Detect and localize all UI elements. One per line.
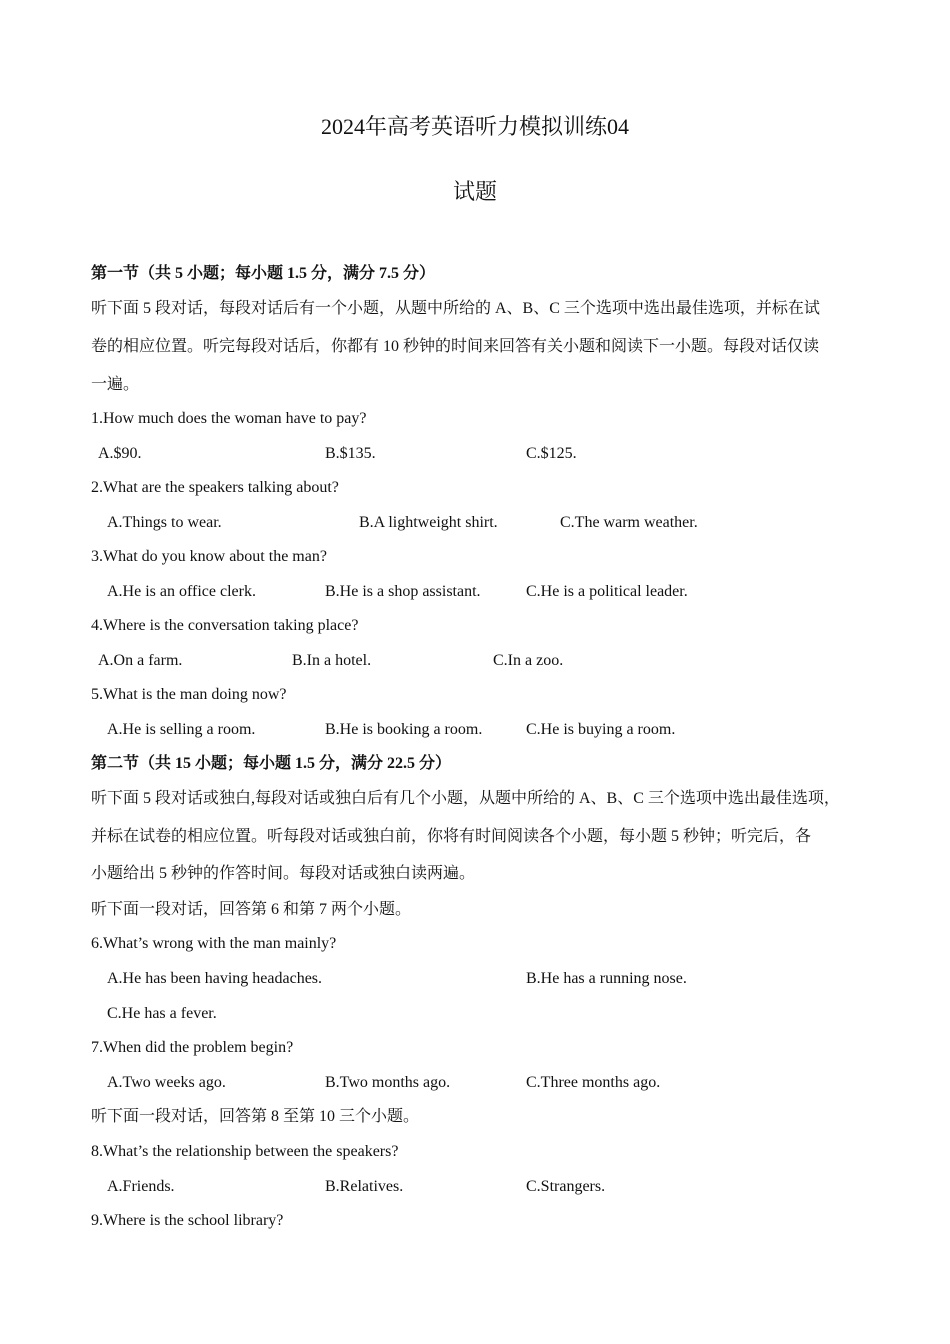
question-9: 9.Where is the school library? (91, 1212, 284, 1229)
q4-option-c: C.In a zoo. (493, 652, 564, 669)
question-5: 5.What is the man doing now? (91, 686, 287, 703)
q7-option-b: B.Two months ago. (325, 1074, 451, 1091)
section1-instruction-line: 卷的相应位置。听完每段对话后，你都有 10 秒钟的时间来回答有关小题和阅读下一小题。每段对话仅读 (91, 338, 820, 355)
question-1: 1.How much does the woman have to pay? (91, 410, 367, 427)
q4-option-b: B.In a hotel. (292, 652, 372, 669)
q3-option-b: B.He is a shop assistant. (325, 583, 481, 600)
document-subtitle: 试题 (452, 179, 497, 204)
section2-instruction-line: 听下面 5 段对话或独白,每段对话或独白后有几个小题，从题中所给的 A、B、C 三个选项中选出最佳选项， (91, 790, 840, 807)
q2-option-a: A.Things to wear. (107, 514, 222, 531)
q6-option-c: C.He has a fever. (107, 1005, 217, 1022)
section2-instruction-line: 小题给出 5 秒钟的作答时间。每段对话或独白读两遍。 (91, 865, 476, 882)
question-7: 7.When did the problem begin? (91, 1039, 294, 1056)
q2-option-c: C.The warm weather. (560, 514, 698, 531)
q1-option-a: A.$90. (98, 445, 142, 462)
q3-option-c: C.He is a political leader. (526, 583, 688, 600)
section2-instruction-line: 并标在试卷的相应位置。听每段对话或独白前，你将有时间阅读各个小题，每小题 5 秒钟；听完后，各 (91, 828, 812, 845)
question-8: 8.What’s the relationship between the speakers? (91, 1143, 399, 1160)
section1-instruction-line: 听下面 5 段对话，每段对话后有一个小题，从题中所给的 A、B、C 三个选项中选出最佳选项，并标在试 (91, 300, 820, 317)
q4-option-a: A.On a farm. (98, 652, 183, 669)
q8-option-a: A.Friends. (107, 1178, 175, 1195)
section1-instruction-line: 一遍。 (91, 376, 140, 393)
section1-heading: 第一节（共 5 小题；每小题 1.5 分，满分 7.5 分） (91, 265, 436, 282)
question-3: 3.What do you know about the man? (91, 548, 327, 565)
q1-option-b: B.$135. (325, 445, 376, 462)
q5-option-a: A.He is selling a room. (107, 721, 256, 738)
document-title: 2024年高考英语听力模拟训练04 (320, 114, 629, 139)
section2-heading: 第二节（共 15 小题；每小题 1.5 分，满分 22.5 分） (91, 755, 452, 772)
q8-option-b: B.Relatives. (325, 1178, 404, 1195)
q1-option-c: C.$125. (526, 445, 577, 462)
q7-option-c: C.Three months ago. (526, 1074, 661, 1091)
q3-option-a: A.He is an office clerk. (107, 583, 256, 600)
q7-option-a: A.Two weeks ago. (107, 1074, 226, 1091)
question-2: 2.What are the speakers talking about? (91, 479, 339, 496)
q6-option-b: B.He has a running nose. (526, 970, 687, 987)
q5-option-b: B.He is booking a room. (325, 721, 483, 738)
question-6: 6.What’s wrong with the man mainly? (91, 935, 337, 952)
question-4: 4.Where is the conversation taking place? (91, 617, 359, 634)
q5-option-c: C.He is buying a room. (526, 721, 676, 738)
group-intro-6-7: 听下面一段对话，回答第 6 和第 7 两个小题。 (91, 901, 412, 918)
group-intro-8-10: 听下面一段对话，回答第 8 至第 10 三个小题。 (91, 1108, 420, 1125)
q2-option-b: B.A lightweight shirt. (359, 514, 498, 531)
q8-option-c: C.Strangers. (526, 1178, 606, 1195)
q6-option-a: A.He has been having headaches. (107, 970, 323, 987)
